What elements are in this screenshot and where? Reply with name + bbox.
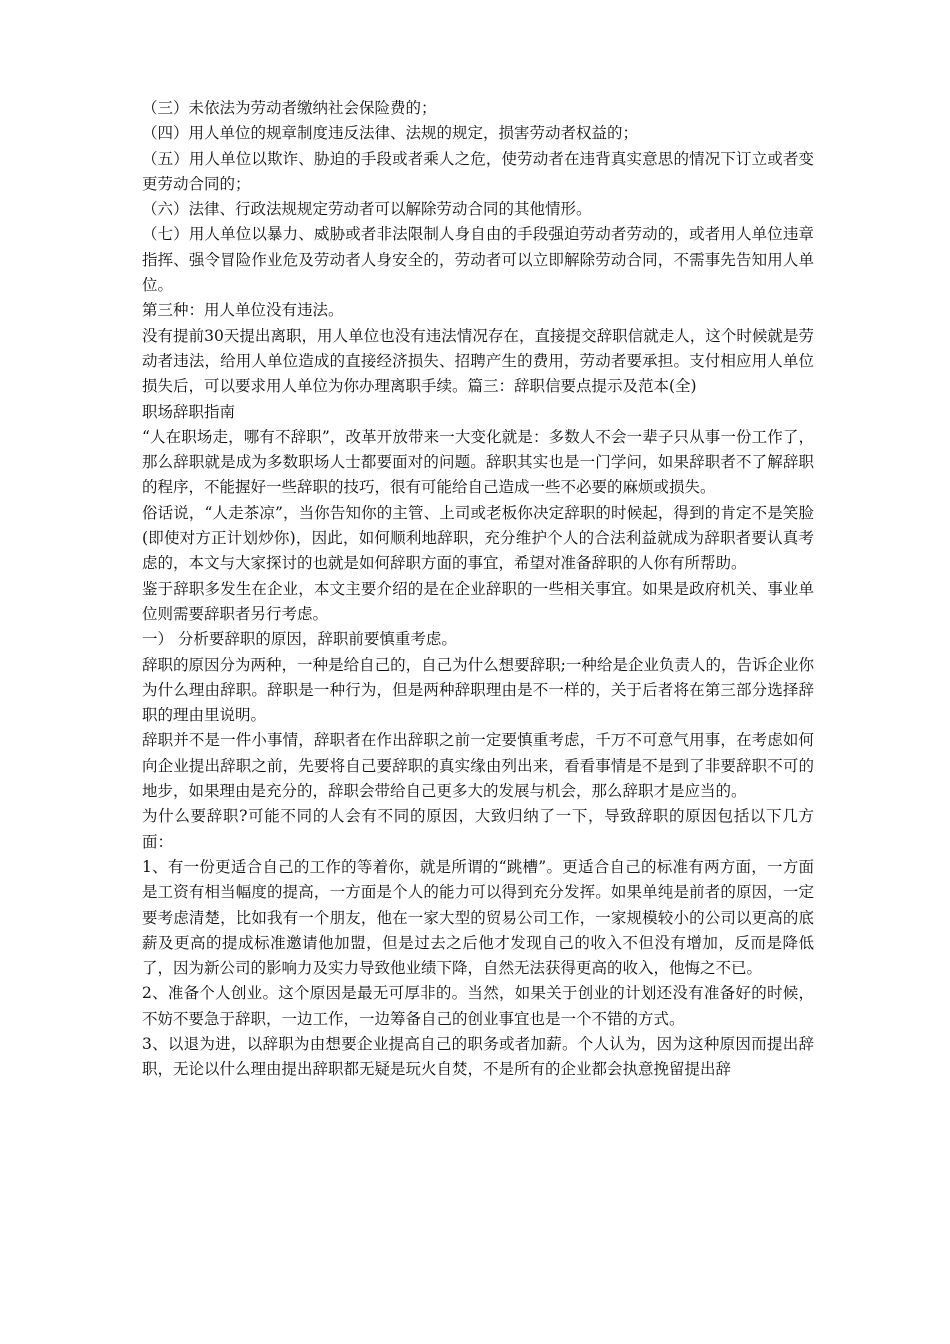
- paragraph-item-5: （五）用人单位以欺诈、胁迫的手段或者乘人之危，使劳动者在违背真实意思的情况下订立或者变更劳动合同的；: [142, 149, 814, 193]
- paragraph-no-notice: 没有提前30天提出离职，用人单位也没有违法情况存在，直接提交辞职信就走人，这个时候就是劳动者违法，给用人单位造成的直接经济损失、招聘产生的费用，劳动者要承担。支付相应用人单位损失后，可以要求用人单位为你办理离职手续。篇三：辞职信要点提示及范本(全): [142, 326, 814, 396]
- paragraph-proverb: 俗话说，“人走茶凉”，当你告知你的主管、上司或老板你决定辞职的时候起，得到的肯定不是笑脸(即使对方正计划炒你)，因此，如何顺利地辞职，充分维护个人的合法利益就成为辞职者要认真考虑的，本文与大家探讨的也就是如何辞职方面的事宜，希望对准备辞职的人你有所帮助。: [142, 503, 814, 573]
- paragraph-item-6: （六）法律、行政法规规定劳动者可以解除劳动合同的其他情形。: [142, 200, 592, 219]
- list-item-startup: 2、准备个人创业。这个原因是最无可厚非的。当然，如果关于创业的计划还没有准备好的时候，不妨不要急于辞职，一边工作，一边筹备自己的创业事宜也是一个不错的方式。: [142, 984, 814, 1028]
- list-item-leverage: 3、以退为进，以辞职为由想要企业提高自己的职务或者加薪。个人认为，因为这种原因而提出辞职，无论以什么理由提出辞职都无疑是玩火自焚，不是所有的企业都会执意挽留提出辞: [142, 1034, 814, 1079]
- paragraph-item-4: （四）用人单位的规章制度违反法律、法规的规定，损害劳动者权益的；: [142, 124, 639, 143]
- list-item-job-hopping: 1、有一份更适合自己的工作的等着你，就是所谓的“跳槽”。更适合自己的标准有两方面，一方面是工资有相当幅度的提高，一方面是个人的能力可以得到充分发挥。如果单纯是前者的原因，一定要考虑清楚，比如我有一个朋友，他在一家大型的贸易公司工作，一家规模较小的公司以更高的底薪及更高的提成标准邀请他加盟，但是过去之后他才发现自己的收入不但没有增加，反而是降低了，因为新公司的影响力及实力导致他业绩下降，自然无法获得更高的收入，他悔之不已。: [142, 857, 814, 978]
- subheading-analyze-reasons: 一） 分析要辞职的原因，辞职前要慎重考虑。: [142, 630, 457, 649]
- section-heading-third-case: 第三种：用人单位没有违法。: [142, 301, 344, 320]
- paragraph-item-7: （七）用人单位以暴力、威胁或者非法限制人身自由的手段强迫劳动者劳动的，或者用人单位违章指挥、强令冒险作业危及劳动者人身安全的，劳动者可以立即解除劳动合同，不需事先告知用人单位。: [142, 225, 814, 295]
- section-title-resignation-guide: 职场辞职指南: [142, 402, 236, 421]
- paragraph-why-resign: 为什么要辞职?可能不同的人会有不同的原因，大致归纳了一下，导致辞职的原因包括以下几方面：: [142, 807, 814, 851]
- paragraph-item-3: （三）未依法为劳动者缴纳社会保险费的；: [142, 99, 437, 117]
- document-body: [142, 96, 814, 1083]
- paragraph-intro: “人在职场走，哪有不辞职”，改革开放带来一大变化就是：多数人不会一辈子只从事一份工作了，那么辞职就是成为多数职场人士都要面对的问题。辞职其实也是一门学问，如果辞职者不了解辞职的程序，不能握好一些辞职的技巧，很有可能给自己造成一些不必要的麻烦或损失。: [142, 427, 814, 497]
- paragraph-two-reasons: 辞职的原因分为两种，一种是给自己的，自己为什么想要辞职;一种给是企业负责人的，告诉企业你为什么理由辞职。辞职是一种行为，但是两种辞职理由是不一样的，关于后者将在第三部分选择辞职的理由里说明。: [142, 655, 814, 725]
- paragraph-careful-consideration: 辞职并不是一件小事情，辞职者在作出辞职之前一定要慎重考虑，千万不可意气用事，在考虑如何向企业提出辞职之前，先要将自己要辞职的真实缘由列出来，看看事情是不是到了非要辞职不可的地步，如果理由是充分的，辞职会带给自己更多大的发展与机会，那么辞职才是应当的。: [142, 731, 814, 801]
- paragraph-scope: 鉴于辞职多发生在企业，本文主要介绍的是在企业辞职的一些相关事宜。如果是政府机关、事业单位则需要辞职者另行考虑。: [142, 579, 814, 623]
